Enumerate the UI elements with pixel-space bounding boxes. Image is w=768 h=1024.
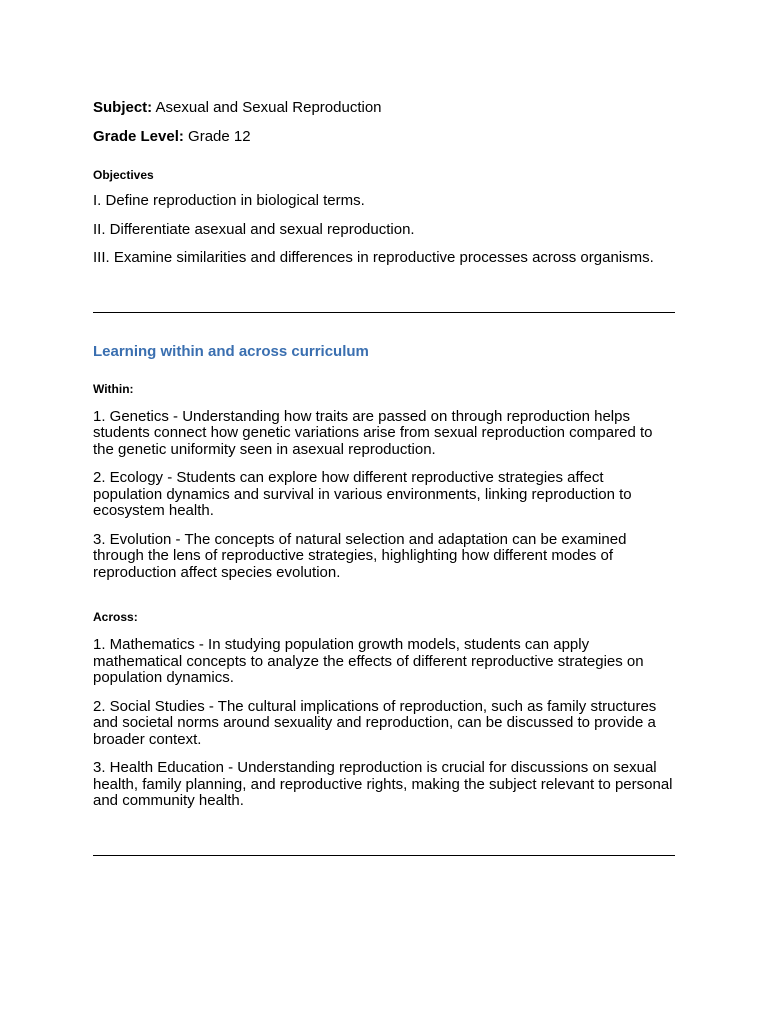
grade-level-label: Grade Level: xyxy=(93,128,184,145)
subject-label: Subject: xyxy=(93,99,153,116)
within-item: 2. Ecology - Students can explore how different reproductive strategies affect population dynamics and survival in various environments, linking reproduction to ecosystem health. xyxy=(93,469,632,519)
across-item: 3. Health Education - Understanding reproduction is crucial for discussions on sexual health, family planning, and reproductive rights, making the subject relevant to personal and community health. xyxy=(93,759,673,809)
document-page xyxy=(93,98,675,856)
across-heading: Across: xyxy=(93,610,138,624)
grade-level-line xyxy=(93,127,675,146)
objective-item: II. Differentiate asexual and sexual reproduction. xyxy=(93,220,415,238)
objective-item: I. Define reproduction in biological terms. xyxy=(93,192,365,209)
subject-value: Asexual and Sexual Reproduction xyxy=(155,99,382,116)
objectives-heading: Objectives xyxy=(93,168,154,182)
subject-line xyxy=(93,98,675,117)
section-divider xyxy=(93,855,675,856)
within-heading: Within: xyxy=(93,381,134,396)
curriculum-section-title: Learning within and across curriculum xyxy=(93,342,369,360)
objective-item: III. Examine similarities and differences in reproductive processes across organisms. xyxy=(93,249,654,266)
across-item: 1. Mathematics - In studying population growth models, students can apply mathematical concepts to analyze the effects of different reproductive strategies on population dynamics. xyxy=(93,636,644,686)
within-item: 1. Genetics - Understanding how traits are passed on through reproduction helps students connect how genetic variations arise from sexual reproduction compared to the genetic uniformity seen in asexual reproduction. xyxy=(93,407,653,458)
across-item: 2. Social Studies - The cultural implications of reproduction, such as family structures and societal norms around sexuality and reproduction, can be discussed to provide a broader context. xyxy=(93,697,657,748)
within-item: 3. Evolution - The concepts of natural selection and adaptation can be examined through the lens of reproductive strategies, highlighting how different modes of reproduction affect species evolution. xyxy=(93,530,627,581)
grade-level-value: Grade 12 xyxy=(188,128,251,145)
